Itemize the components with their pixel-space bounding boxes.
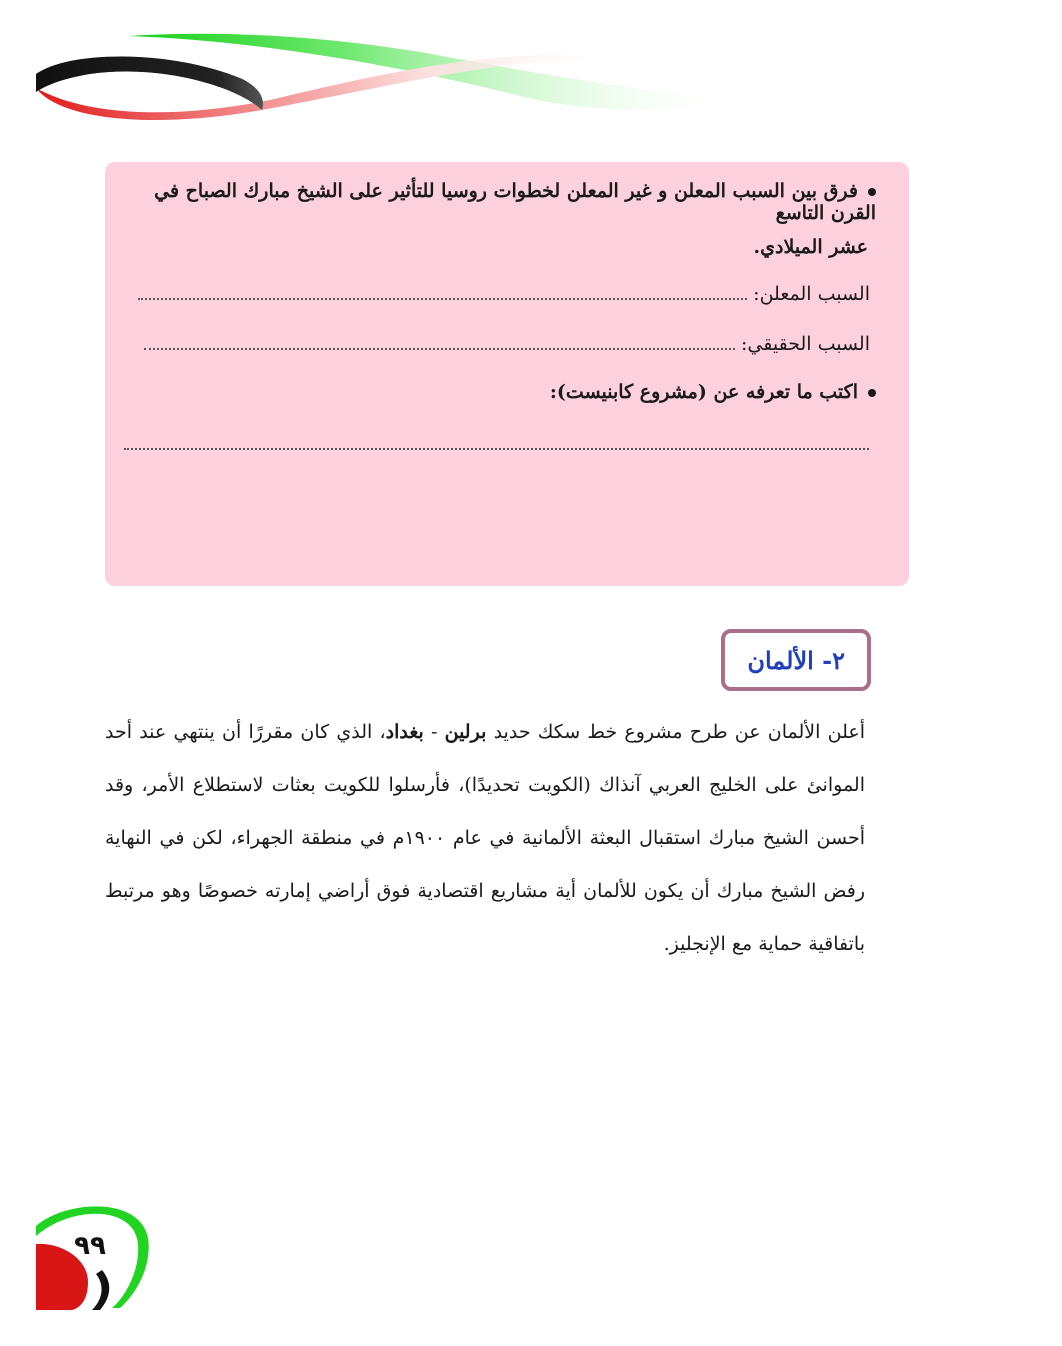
question-1-text: فرق بين السبب المعلن و غير المعلن لخطوات روسيا للتأثير على الشيخ مبارك الصباح في القرن التاسع [154,180,876,224]
paragraph-part-2: ، الذي كان مقررًا أن ينتهي عند أحد الموانئ على الخليج العربي آنذاك (الكويت تحديدًا)، فأرسلوا للكويت بعثات لاستطلاع الأمر، وقد أحسن الشيخ مبارك استقبال البعثة الألمانية في عام ١٩٠٠م في منطقة الجهراء، لكن في النهاية رفض الشيخ مبارك أن يكون للألمان أية مشاريع اقتصادية فوق أراضي إمارته خصوصًا وهو مرتبط باتفاقية حماية مع الإنجليز. [105,721,865,955]
question-2 [550,381,876,403]
page-number: ٩٩ [74,1231,106,1261]
footer-flag-ribbon [30,1200,160,1320]
germans-paragraph [105,706,865,971]
real-reason-dots[interactable] [144,348,735,350]
announced-reason-label: السبب المعلن: [753,283,870,305]
baghdad-bold: بغداد [385,721,424,743]
real-reason-label: السبب الحقيقي: [741,333,870,355]
question-1-line-2: عشر الميلادي. [753,236,868,258]
berlin-bold: برلين [444,721,487,743]
header-flag-ribbon [0,0,1062,150]
section-title: ٢- الألمان [747,645,845,675]
announced-reason-dots[interactable] [138,298,747,300]
real-reason-line[interactable] [144,333,870,355]
question-1-line-1 [116,180,876,224]
activity-box [105,162,909,586]
bullet-icon [868,389,876,397]
paragraph-part-1: أعلن الألمان عن طرح مشروع خط سكك حديد [486,721,865,743]
announced-reason-line[interactable] [138,283,870,305]
section-title-box [721,629,871,691]
paragraph-dash: - [423,721,445,743]
bullet-icon [868,188,876,196]
question-2-answer-dots[interactable] [124,448,869,450]
footer-black-stroke [92,1270,109,1310]
question-2-text: اكتب ما تعرفه عن (مشروع كابنيست): [549,381,858,403]
